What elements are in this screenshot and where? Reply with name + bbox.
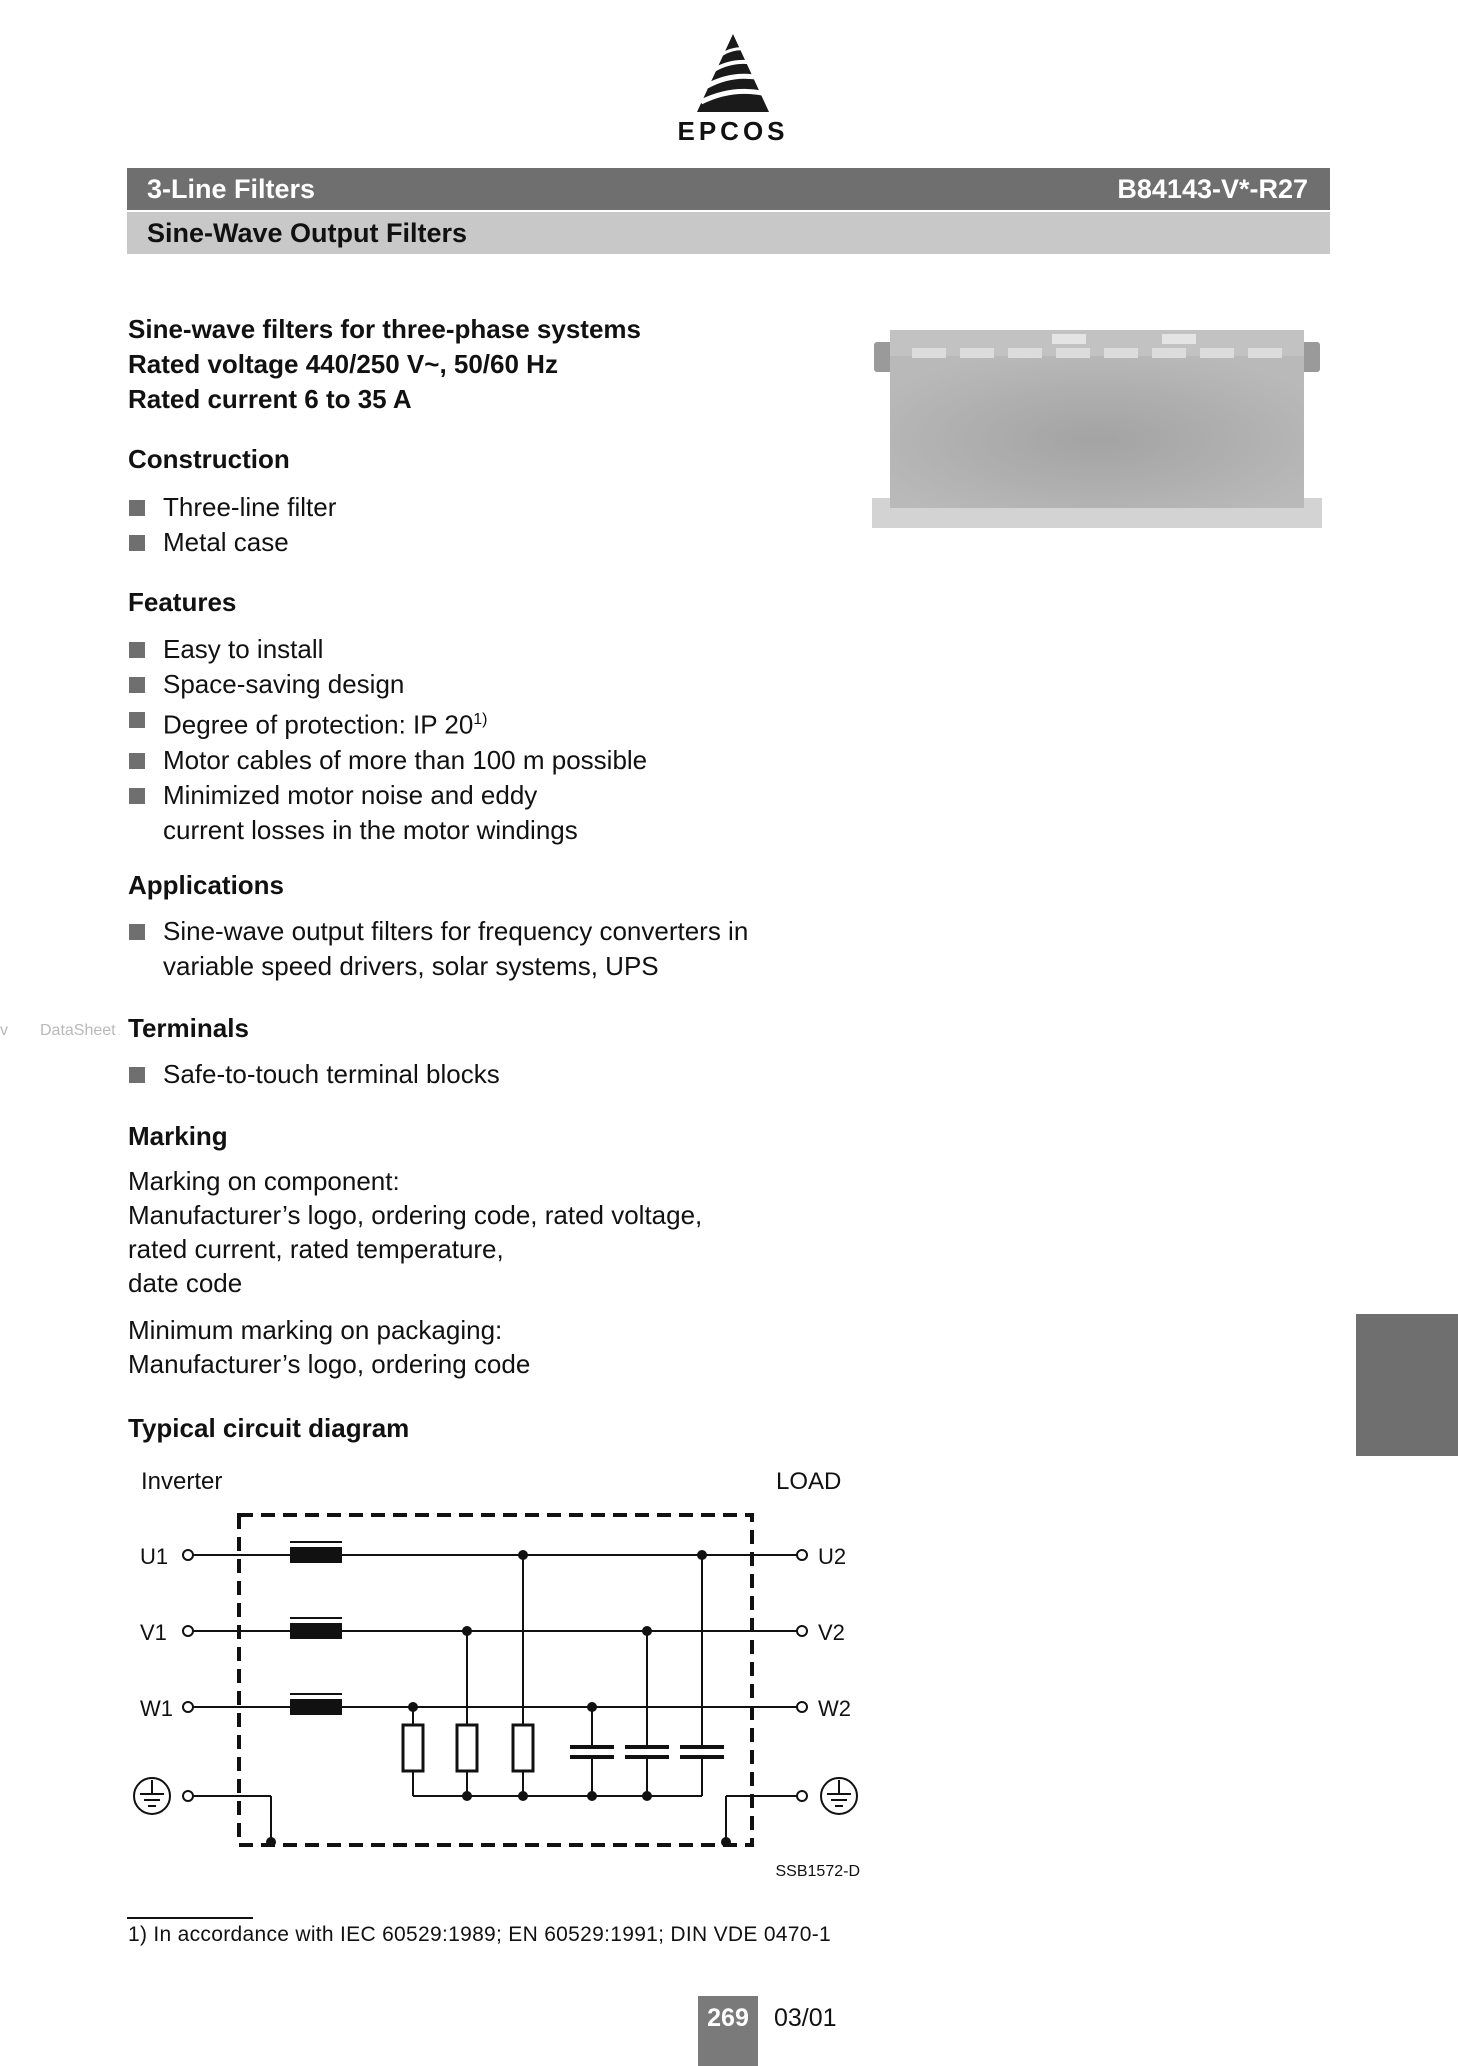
terminals-heading: Terminals bbox=[128, 1013, 249, 1043]
features-list bbox=[128, 632, 647, 848]
list-item bbox=[128, 702, 647, 743]
output-label: U2 bbox=[818, 1544, 847, 1569]
epcos-logo bbox=[663, 30, 803, 150]
marking-component bbox=[128, 1164, 702, 1300]
subtitle-bar bbox=[127, 212, 1330, 254]
marking-line: date code bbox=[128, 1268, 243, 1298]
list-item: Minimized motor noise and eddy bbox=[128, 778, 647, 813]
part-number: B84143-V*-R27 bbox=[1117, 174, 1308, 204]
issue-date: 03/01 bbox=[774, 2004, 837, 2032]
footnote: 1) In accordance with IEC 60529:1989; EN 60529:1991; DIN VDE 0470-1 bbox=[128, 1923, 832, 1946]
list-item-continuation: current losses in the motor windings bbox=[163, 814, 578, 845]
applications-list bbox=[128, 914, 748, 984]
list-item-continuation: variable speed drivers, solar systems, UPS bbox=[163, 951, 659, 981]
page-number: 269 bbox=[707, 2004, 749, 2032]
page-number-box bbox=[698, 1996, 758, 2066]
capacitors bbox=[570, 1747, 724, 1757]
inverter-label: Inverter bbox=[141, 1468, 223, 1495]
list-item: Three-line filter bbox=[128, 490, 336, 525]
header-bar bbox=[127, 168, 1330, 210]
list-item: Easy to install bbox=[128, 632, 647, 667]
marking-line: Manufacturer’s logo, ordering code bbox=[128, 1349, 531, 1379]
intro-line: Rated current 6 to 35 A bbox=[128, 384, 412, 414]
section-tab-marker bbox=[1356, 1314, 1458, 1456]
applications-heading: Applications bbox=[128, 870, 285, 900]
drawing-code: SSB1572-D bbox=[775, 1863, 860, 1880]
list-item: Sine-wave output filters for frequency converters in bbox=[128, 914, 748, 949]
watermark-mark: v bbox=[0, 1022, 8, 1039]
intro-block bbox=[128, 312, 641, 417]
features-heading: Features bbox=[128, 587, 237, 617]
footnote-rule bbox=[127, 1917, 253, 1919]
category-title: 3-Line Filters bbox=[147, 174, 316, 204]
marking-line: Minimum marking on packaging: bbox=[128, 1315, 503, 1345]
marking-line: rated current, rated temperature, bbox=[128, 1234, 504, 1264]
construction-heading: Construction bbox=[128, 444, 290, 474]
intro-line: Rated voltage 440/250 V~, 50/60 Hz bbox=[128, 349, 558, 379]
marking-packaging bbox=[128, 1313, 530, 1381]
footnote-ref: 1) bbox=[473, 711, 488, 728]
list-item: Space-saving design bbox=[128, 667, 647, 702]
output-label: V2 bbox=[818, 1620, 845, 1645]
list-item: Safe-to-touch terminal blocks bbox=[128, 1057, 500, 1092]
subtitle: Sine-Wave Output Filters bbox=[147, 218, 468, 248]
terminals-list bbox=[128, 1057, 500, 1092]
intro-line: Sine-wave filters for three-phase systems bbox=[128, 314, 641, 344]
epcos-logo-mark bbox=[663, 30, 803, 116]
circuit-svg bbox=[126, 1455, 886, 1885]
load-label: LOAD bbox=[776, 1468, 842, 1495]
input-label: U1 bbox=[140, 1544, 169, 1569]
circuit-diagram bbox=[126, 1455, 886, 1885]
circuit-heading: Typical circuit diagram bbox=[128, 1413, 410, 1443]
list-item: Motor cables of more than 100 m possible bbox=[128, 743, 647, 778]
product-photo bbox=[872, 328, 1322, 533]
marking-line: Marking on component: bbox=[128, 1166, 400, 1196]
marking-heading: Marking bbox=[128, 1121, 228, 1151]
choke-inductors bbox=[290, 1542, 342, 1715]
input-label: W1 bbox=[140, 1696, 173, 1721]
marking-line: Manufacturer’s logo, ordering code, rated voltage, bbox=[128, 1200, 703, 1230]
ground-icon bbox=[134, 1778, 170, 1814]
resistors bbox=[403, 1725, 533, 1771]
watermark: DataSheet bbox=[40, 1022, 116, 1039]
brand-name: EPCOS bbox=[677, 116, 789, 146]
input-label: V1 bbox=[140, 1620, 167, 1645]
output-label: W2 bbox=[818, 1696, 851, 1721]
list-item-text: Degree of protection: IP 20 bbox=[163, 709, 474, 740]
ground-icon bbox=[821, 1778, 857, 1814]
construction-list bbox=[128, 490, 336, 560]
list-item: Metal case bbox=[128, 525, 336, 560]
